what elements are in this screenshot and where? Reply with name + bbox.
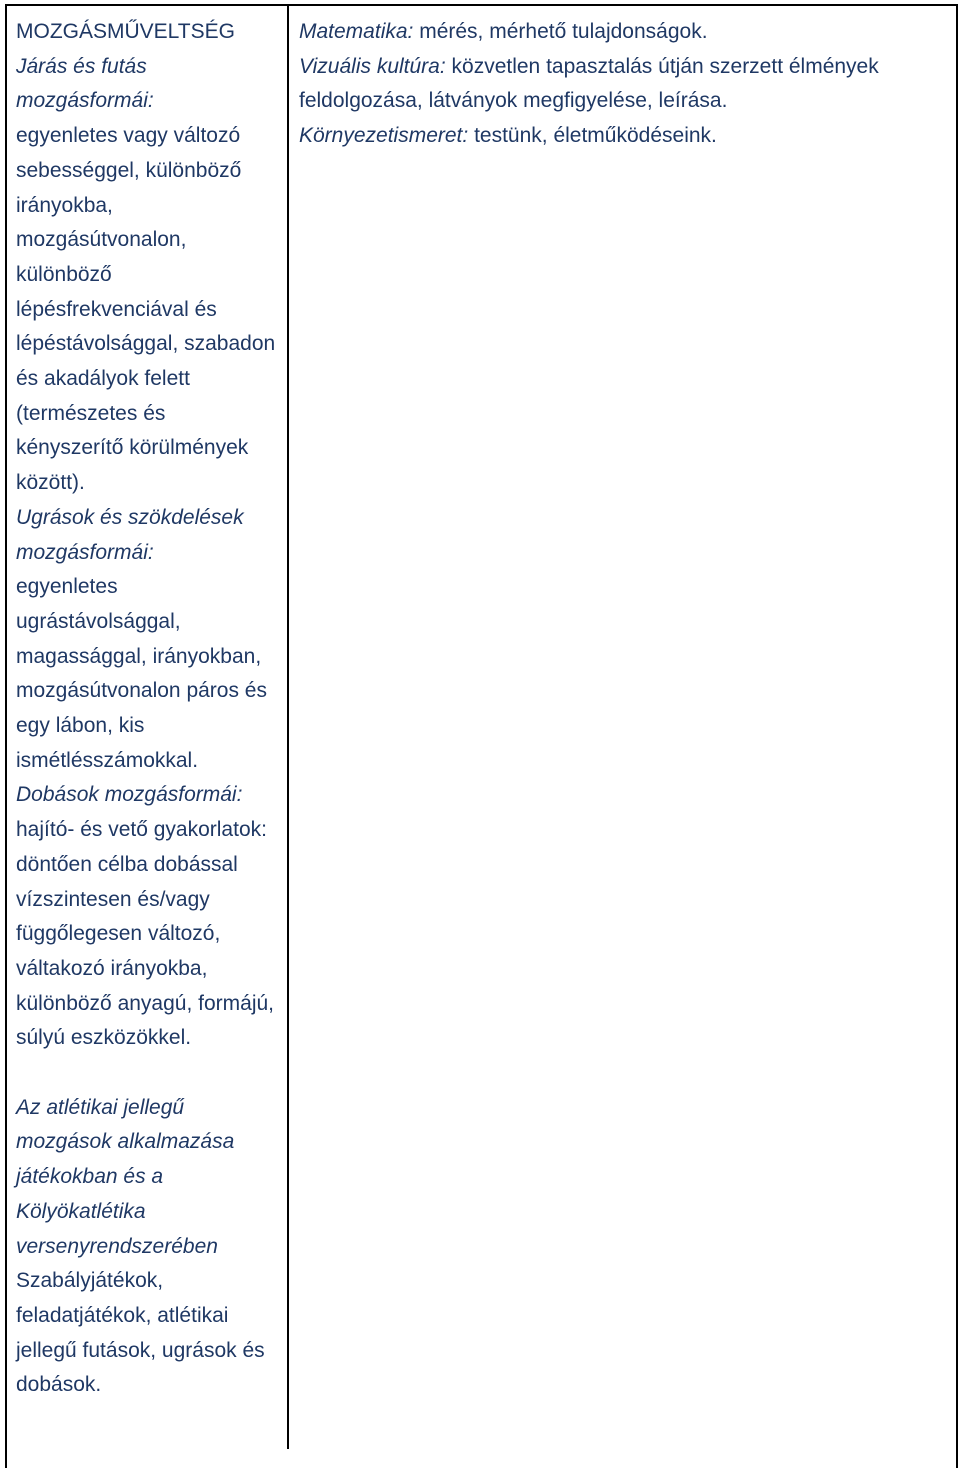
section-heading: MOZGÁSMŰVELTSÉG — [16, 20, 235, 43]
walking-running-title: Járás és futás mozgásformái: — [16, 54, 154, 113]
spacer — [16, 1056, 278, 1091]
connection-environment — [299, 119, 949, 154]
connection-math-label: Matematika: — [299, 20, 414, 43]
walking-running-text: egyenletes vagy változó sebességgel, különböző irányokba, mozgásútvonalon, különböző lépésfrekvenciával és lépéstávolsággal, szabadon és akadályok felett (természetes és kényszerítő körülmények között). — [16, 124, 276, 495]
throws-title: Dobások mozgásformái: — [16, 783, 243, 807]
connection-math — [299, 15, 949, 50]
column-divider — [287, 4, 289, 1449]
jumps-title: Ugrások és szökdelések mozgásformái: — [16, 505, 244, 564]
athletics-games-text: Szabályjátékok, feladatjátékok, atlétikai jellegű futások, ugrások és dobások. — [16, 1269, 265, 1397]
jumps-text: egyenletes ugrástávolsággal, magassággal, irányokban, mozgásútvonalon páros és egy lábon, kis ismétlésszámokkal. — [16, 575, 267, 772]
right-column — [299, 15, 949, 154]
connection-visual-label: Vizuális kultúra: — [299, 54, 446, 78]
left-column — [16, 15, 278, 1403]
connection-visual-text: közvetlen tapasztalás útján szerzett élmények feldolgozása, látványok megfigyelése, leírása. — [299, 54, 879, 113]
connection-environment-label: Környezetismeret: — [299, 124, 469, 148]
connection-environment-text: testünk, életműködéseink. — [468, 124, 717, 148]
athletics-games-title: Az atlétikai jellegű mozgások alkalmazása játékokban és a Kölyökatlétika versenyrendszerében — [16, 1095, 235, 1258]
connection-visual — [299, 50, 949, 119]
connection-math-text: mérés, mérhető tulajdonságok. — [413, 20, 708, 43]
throws-text: hajító- és vető gyakorlatok: döntően célba dobással vízszintesen és/vagy függőlegesen változó, váltakozó irányokba, különböző anyagú, formájú, súlyú eszközökkel. — [16, 818, 274, 1050]
